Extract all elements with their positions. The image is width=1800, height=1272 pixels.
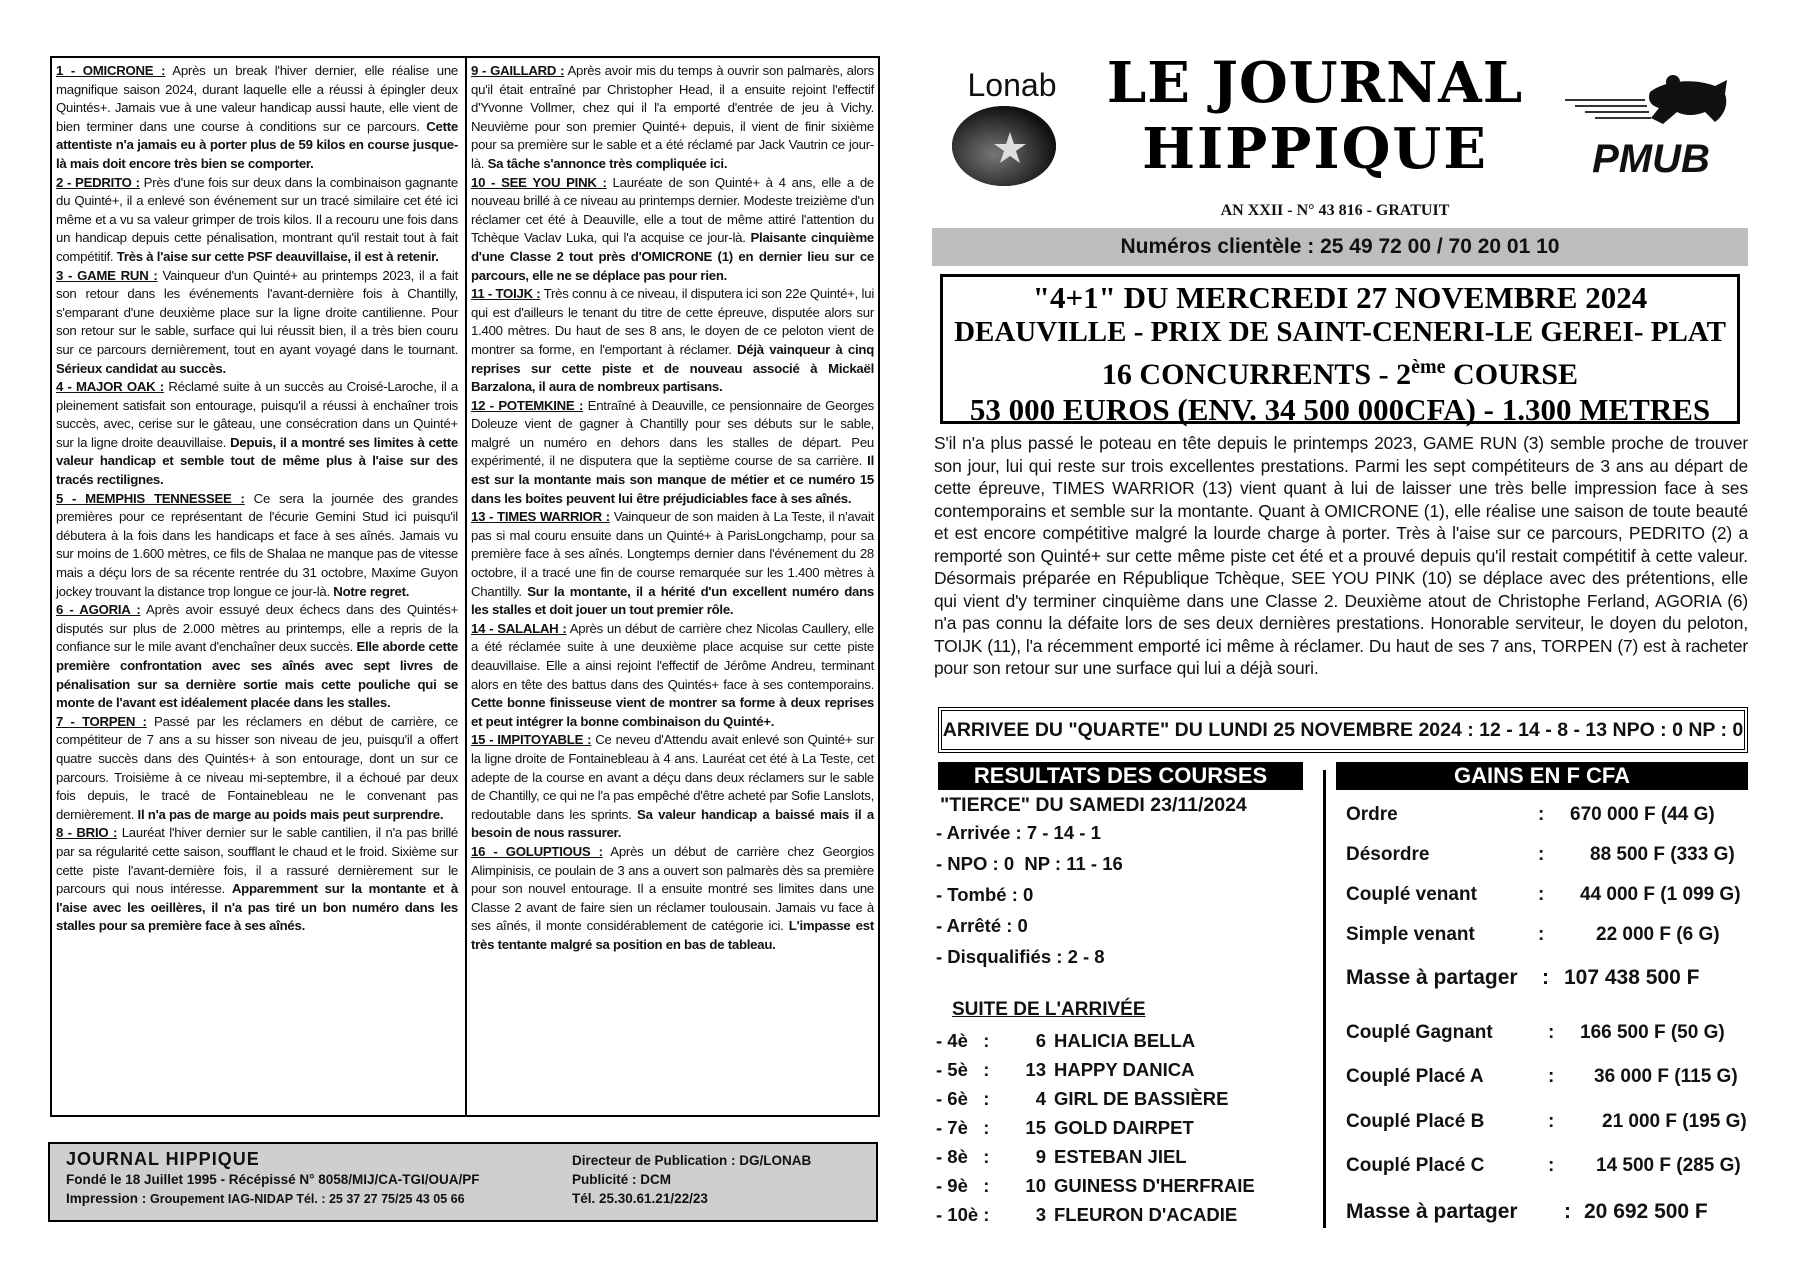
horse-entry xyxy=(471,731,874,843)
gain-value: 36 000 F (115 G) xyxy=(1594,1066,1738,1087)
gain-value: 166 500 F (50 G) xyxy=(1580,1022,1725,1043)
suite-number: 6 xyxy=(1035,1030,1046,1051)
horse-entry xyxy=(56,378,458,490)
gain-label: Ordre xyxy=(1346,804,1398,825)
pmub-wordmark: PMUB xyxy=(1592,137,1710,181)
horse-name: 4 - MAJOR OAK : xyxy=(56,379,164,395)
jockey-horse-icon xyxy=(1649,75,1727,124)
gain-value: 14 500 F (285 G) xyxy=(1596,1155,1741,1176)
race-runners xyxy=(943,350,1737,392)
suite-horse: HALICIA BELLA xyxy=(1054,1030,1196,1051)
gain-colon: : xyxy=(1548,1066,1555,1087)
horse-comment: Près d'une fois sur deux dans la combinaison gagnante du Quinté+, il a enlevé son événement sur un tracé similaire cet été ici même et a vu sa valeur grimper de trois kilos. Il a recouru une fois dans un handicap depuis cette pénalisation, montrant qu'il restait tout à fait compétitif. xyxy=(56,174,458,264)
suite-horse: GOLD DAIRPET xyxy=(1054,1117,1194,1138)
gain-value: 88 500 F (333 G) xyxy=(1590,844,1735,865)
suite-horse: FLEURON D'ACADIE xyxy=(1054,1204,1238,1225)
horse-name: 15 - IMPITOYABLE : xyxy=(471,732,592,748)
horse-name: 5 - MEMPHIS TENNESSEE : xyxy=(56,490,245,506)
horse-entry xyxy=(471,843,874,955)
suite-position: - 8è : xyxy=(936,1146,990,1167)
suite-title: SUITE DE L'ARRIVÉE xyxy=(952,999,1146,1020)
gain-label: Masse à partager xyxy=(1346,1200,1518,1223)
horse-name: 13 - TIMES WARRIOR : xyxy=(471,509,610,525)
suite-number: 10 xyxy=(1025,1175,1046,1196)
suite-number: 9 xyxy=(1035,1146,1046,1167)
horse-verdict: Apparemment sur la montante et à l'aise avec les oeillères, il n'a pas tiré un bon numéro dans les stalles pour sa première face à ses aînés. xyxy=(56,881,458,934)
lonab-wordmark: Lonab xyxy=(967,67,1057,103)
horse-name: 14 - SALALAH : xyxy=(471,620,567,636)
gain-label: Désordre xyxy=(1346,844,1430,865)
horse-comment: Vainqueur d'un Quinté+ au printemps 2023, il a fait son retour dans les événements l'avant-dernière fois à Chantilly, s'emparant d'une deuxième place sur la ligne droite cantilienne. Pour son retour sur le sable, surface qui lui réussit bien, il a très bien couru sur ce parcours dernièrement, tout en ayant voyagé dans le tournant. xyxy=(56,267,458,357)
masthead-line-2: HIPPIQUE xyxy=(1142,116,1488,182)
footer-print-label: Impression : xyxy=(66,1191,151,1206)
horse-verdict: Il est sur la montante mais son manque de métier et ce numéro 15 dans les boites peuvent lui être préjudiciables face à ses aînés. xyxy=(471,453,874,506)
suite-position: - 4è : xyxy=(936,1030,990,1051)
gain-colon: : xyxy=(1538,844,1545,865)
gain-label: Masse à partager xyxy=(1346,966,1518,989)
horse-entry xyxy=(56,601,458,713)
result-line: - Arrêté : 0 xyxy=(936,915,1028,936)
gain-colon: : xyxy=(1548,1111,1555,1132)
suite-number: 3 xyxy=(1035,1204,1046,1225)
horse-comment: Entraîné à Deauville, ce pensionnaire de Georges Doleuze vient de gagner à Chantilly pour ses débuts sur le sable, malgré un numéro en dehors dans les stalles de départ. Peu expérimenté, il ne disputera que la septième course de sa carrière. xyxy=(471,397,875,469)
race-summary: S'il n'a plus passé le poteau en tête depuis le printemps 2023, GAME RUN (3) semble proche de trouver son jour, lui qui reste sur trois excellentes prestations. Parmi les sept compétiteurs de 3 ans au départ de cette épreuve, TIMES WARRIOR (13) vient quant à lui de laisser une très belle impression face à ses contemporains et semble sur la montante. Quant à OMICRONE (1), elle réalise une saison de toute beauté et est encore compétitive malgré la lourde charge à porter. Très à l'aise sur ce parcours, PEDRITO (2) a remporté son Quinté+ sur cette même piste cet été et a prouvé depuis qu'il restait compétitif à cette valeur. Désormais préparée en République Tchèque, SEE YOU PINK (10) se déplace avec des prétentions, elle qui vient d'y terminer cinquième dans une Classe 2. Deuxième atout de Christophe Ferland, AGORIA (6) n'a pas connu la défaite lors de ses deux dernières prestations. Honorable serviteur, le doyen du peloton, TOIJK (11), l'a récemment emporté ici même à réclamer. Du haut de ses 7 ans, TORPEN (7) est à racheter pour son retour sur une surface qui lui a déjà souri. xyxy=(934,433,1748,678)
gains-header: GAINS EN F CFA xyxy=(1336,762,1748,790)
gain-value: 22 000 F (6 G) xyxy=(1596,924,1720,945)
horse-comment: Passé par les réclamers en début de carrière, ce compétiteur de 7 ans a su hisser son niveau de jeu, puisqu'il a offert quatre succès dans des Quintés+ à son entourage, dont un sur ce parcours. Troisième à ce niveau mi-septembre, il a échoué par deux fois depuis, le tracé de Fontainebleau ne le convenant pas dernièrement. xyxy=(56,713,458,822)
suite-number: 15 xyxy=(1025,1117,1046,1138)
race-prize: 53 000 EUROS (ENV. 34 500 000CFA) - 1.300 METRES xyxy=(969,392,1711,427)
horse-name: 1 - OMICRONE : xyxy=(56,63,166,78)
gain-label: Couplé venant xyxy=(1346,884,1477,905)
footer-print xyxy=(66,1190,465,1208)
horse-comment: Lauréate de son Quinté+ à 4 ans, elle a de nouveau brillé à ce niveau au printemps dernier. Modeste treizième d'un réclamer cet été à Deauville, elle a tout de même attiré l'attention du Tchèque Vaclav Luka, qui l'a acquise ce jour-là. xyxy=(471,174,874,246)
gain-value: 107 438 500 F xyxy=(1564,966,1700,989)
suite-position: - 5è : xyxy=(936,1059,990,1080)
horse-entry xyxy=(56,824,458,936)
gain-colon: : xyxy=(1548,1022,1555,1043)
issue-number: AN XXII - N° 43 816 - GRATUIT xyxy=(1220,202,1450,219)
horse-entry xyxy=(56,174,458,267)
results-header: RESULTATS DES COURSES xyxy=(938,762,1303,790)
horse-entry xyxy=(471,62,874,174)
horse-comment: Après un début de carrière chez Nicolas Caullery, elle a été réclamée suite à une deuxième place acquise sur cette piste deauvillaise. Elle a ainsi rejoint l'effectif de Jérôme Andreu, terminant alors en tête des battus dans des Quintés+ face à ses contemporains. xyxy=(471,620,874,692)
horse-verdict: L'impasse est très tentante malgré sa position en bas de tableau. xyxy=(471,918,874,952)
race-title-box xyxy=(940,274,1740,427)
masthead-title xyxy=(1085,50,1545,200)
footer-phone: Tél. 25.30.61.21/22/23 xyxy=(572,1191,708,1206)
gain-label: Couplé Gagnant xyxy=(1346,1022,1493,1043)
result-line: - Arrivée : 7 - 14 - 1 xyxy=(936,822,1101,843)
horse-name: 16 - GOLUPTIOUS : xyxy=(471,843,603,859)
suite-position: - 9è : xyxy=(936,1175,990,1196)
gain-colon: : xyxy=(1564,1200,1571,1223)
horse-comment: Après un break l'hiver dernier, elle réalise une magnifique saison 2024, durant laquelle elle a réussi à épingler deux Quintés+. Jamais vue à une valeur handicap aussi haute, elle vient de bien terminer dans une course à conditions sur ce parcours. xyxy=(56,63,459,134)
race-runners-a: 16 CONCURRENTS - 2 xyxy=(1101,358,1412,391)
horse-name: 9 - GAILLARD : xyxy=(471,63,565,78)
lonab-logo xyxy=(950,62,1070,190)
horse-verdict: Plaisante cinquième d'une Classe 2 tout près d'OMICRONE (1) en dernier lieu sur ce parcours, elle ne se déplace pas pour rien. xyxy=(471,230,874,283)
suite-horse: GIRL DE BASSIÈRE xyxy=(1054,1088,1229,1109)
results-divider xyxy=(1323,770,1326,1228)
gain-colon: : xyxy=(1548,1155,1555,1176)
suite-horse: ESTEBAN JIEL xyxy=(1054,1146,1187,1167)
tierce-subtitle: "TIERCE" DU SAMEDI 23/11/2024 xyxy=(940,794,1247,816)
column-divider xyxy=(465,58,467,1115)
horse-comment: Lauréat l'hiver dernier sur le sable cantilien, il n'a pas brillé par sa régularité cette saison, soufflant le chaud et le froid. Sixième sur cette piste l'avant-dernière fois, il a rassuré dernièrement sur le parcours qui nous intéresse. xyxy=(56,825,459,897)
horse-comment: Ce neveu d'Attendu avait enlevé son Quinté+ sur la ligne droite de Fontainebleau à 4 ans. Lauréat cet été à La Teste, cet adepte de la course en avant a déçu dans deux réclamers sur le sable de Chantilly, ce qui ne l'a pas empêché d'être acheté par Sofie Lanslots, redoutable dans les sprints. xyxy=(471,732,874,822)
horse-entry xyxy=(56,490,458,602)
suite-position: - 10è : xyxy=(936,1204,990,1225)
pronostics-column-2 xyxy=(471,62,874,955)
gain-colon: : xyxy=(1538,884,1545,905)
gain-value: 20 692 500 F xyxy=(1584,1200,1708,1223)
horse-verdict: Cette attentiste n'a jamais eu à porter plus de 59 kilos en course jusque-là mais doit encore très bien se comporter. xyxy=(56,118,458,171)
horse-comment: Après avoir essuyé deux échecs dans des Quintés+ disputés sur plus de 2.000 mètres au printemps, elle a repris de la confiance sur le mile avant d'enchaîner deux succès. xyxy=(56,602,458,655)
customer-numbers: Numéros clientèle : 25 49 72 00 / 70 20 01 10 xyxy=(932,228,1748,266)
horse-entry xyxy=(56,62,458,174)
footer-print-value: Groupement IAG-NIDAP Tél. : 25 37 27 75/25 43 05 66 xyxy=(150,1192,465,1206)
horse-name: 8 - BRIO : xyxy=(56,825,118,841)
result-line: - Disqualifiés : 2 - 8 xyxy=(936,946,1105,967)
horse-entry xyxy=(471,174,874,286)
horse-entry xyxy=(471,397,874,509)
suite-number: 4 xyxy=(1035,1088,1046,1109)
result-line: - Tombé : 0 xyxy=(936,884,1034,905)
horse-entry xyxy=(471,508,874,620)
gain-label: Couplé Placé C xyxy=(1346,1155,1485,1176)
pronostics-column-1 xyxy=(56,62,458,936)
horse-verdict: Sa valeur handicap a baissé mais il a besoin de nous rassurer. xyxy=(471,806,874,841)
gain-value: 21 000 F (195 G) xyxy=(1602,1111,1747,1132)
pmub-logo xyxy=(1555,72,1735,182)
horse-verdict: Cette bonne finisseuse vient de montrer sa forme à deux reprises et peut intégrer la bonne combinaison du Quinté+. xyxy=(471,695,874,729)
suite-horse: HAPPY DANICA xyxy=(1054,1059,1195,1080)
footer-director: Directeur de Publication : DG/LONAB xyxy=(572,1153,812,1168)
suite-number: 13 xyxy=(1025,1059,1046,1080)
race-runners-b: COURSE xyxy=(1445,358,1579,391)
gain-colon: : xyxy=(1542,966,1549,989)
gain-label: Couplé Placé A xyxy=(1346,1066,1484,1087)
suite-position: - 7è : xyxy=(936,1117,990,1138)
footer-box xyxy=(48,1142,878,1222)
horse-comment: Réclamé suite à un succès au Croisé-Laroche, il a pleinement satisfait son entourage, puisqu'il a réussi à enchaîner trois succès, avec, cerise sur le gâteau, une consécration dans un Quinté+ sur la ligne droite deauvillaise. xyxy=(56,379,458,450)
footer-title: JOURNAL HIPPIQUE xyxy=(66,1149,260,1169)
footer-founded: Fondé le 18 Juillet 1995 - Récépissé N° 8058/MIJ/CA-TGI/OUA/PF xyxy=(66,1172,480,1187)
horse-comment: Après avoir mis du temps à ouvrir son palmarès, alors qu'il était entraîné par Christopher Head, il a ensuite rejoint l'effectif d'Yvonne Vollmer, chez qui il l'a emporté d'entrée de jeu à Vichy. Neuvième pour son premier Quinté+ depuis, il vient de finir sixième pour sa première sur le sable et a été réclamé par Jack Vautrin ce jour-là. xyxy=(471,63,874,171)
horse-verdict: Depuis, il a montré ses limites à cette valeur handicap et semble tout de même plus à l'aise sur des tracés rectilignes. xyxy=(56,434,458,488)
gain-value: 44 000 F (1 099 G) xyxy=(1580,884,1741,905)
horse-entry xyxy=(471,285,874,397)
horse-entry xyxy=(471,620,874,732)
speed-lines-icon xyxy=(1565,100,1651,118)
horse-comment: Ce sera la journée des grandes premières pour ce représentant de l'écurie Gemini Stud ici puisqu'il débutera à la fois dans les handicaps et face à ses aînés. Jamais vu sur moins de 1.600 mètres, ce fils de Shalaa ne manque pas de vitesse mais a déçu lors de sa récente rentrée du 31 octobre, Maxime Guyon jockey trouvant la distance trop longue ce jour-là. xyxy=(56,490,458,599)
horse-name: 3 - GAME RUN : xyxy=(56,267,158,283)
result-line: - NPO : 0 NP : 11 - 16 xyxy=(936,853,1123,874)
horse-entry xyxy=(56,713,458,825)
gain-value: 670 000 F (44 G) xyxy=(1570,804,1715,825)
horse-verdict: Elle aborde cette première confrontation avec ses aînés avec sept livres de pénalisation sur sa dernière sortie mais cette pouliche qui se monte de l'avant est idéalement placée dans les stalles. xyxy=(56,639,458,711)
race-date: "4+1" DU MERCREDI 27 NOVEMBRE 2024 xyxy=(1032,280,1648,315)
footer-advert: Publicité : DCM xyxy=(572,1172,672,1187)
horse-name: 7 - TORPEN : xyxy=(56,713,147,729)
horse-name: 11 - TOIJK : xyxy=(471,286,541,302)
horse-comment: Après un début de carrière chez Georgios Alimpinisis, ce poulain de 3 ans a ouvert son palmarès dès sa première pour son nouvel entourage. Il a ensuite montré ses limites dans une Classe 2 avant de faire sien un réclamer toulousain. Jamais vu face à ses aînés, il monte considérablement de catégorie ici. xyxy=(471,843,874,934)
horse-verdict: Il n'a pas de marge au poids mais peut surprendre. xyxy=(137,806,444,822)
horse-name: 6 - AGORIA : xyxy=(56,602,141,618)
horse-verdict: Notre regret. xyxy=(333,583,410,599)
horse-name: 10 - SEE YOU PINK : xyxy=(471,174,607,190)
gain-label: Couplé Placé B xyxy=(1346,1111,1485,1132)
gain-colon: : xyxy=(1538,924,1545,945)
gain-colon: : xyxy=(1538,804,1545,825)
horse-comment: Très connu à ce niveau, il disputera ici son 22e Quinté+, lui qui est d'ailleurs le tenant du titre de cette épreuve, disputée alors sur 1.400 mètres. Du haut de ses 8 ans, le doyen de ce peloton vient de montrer sa forme, en l'emportant à réclamer. xyxy=(471,286,874,357)
horse-verdict: Déjà vainqueur à cinq reprises sur cette piste et de nouveau associé à Mickaël Barzalona, il aura de nombreux partisans. xyxy=(471,341,874,395)
horse-name: 2 - PEDRITO : xyxy=(56,174,140,190)
horse-comment: Vainqueur de son maiden à La Teste, il n'avait pas si mal couru ensuite dans un Quinté+ à ParisLongchamp, pour sa première face à ses aînés. Longtemps dernier dans l'événement du 28 octobre, il a tracé une fin de course remarquée sur les 1.400 mètres à Chantilly. xyxy=(471,509,874,599)
horse-verdict: Sérieux candidat au succès. xyxy=(56,360,226,376)
gain-label: Simple venant xyxy=(1346,924,1475,945)
horse-name: 12 - POTEMKINE : xyxy=(471,397,584,413)
horse-verdict: Très à l'aise sur cette PSF deauvillaise, il est à retenir. xyxy=(116,248,439,264)
race-runners-sup: ème xyxy=(1411,356,1446,378)
horse-verdict: Sur la montante, il a hérité d'un excellent numéro dans les stalles et doit jouer un tout premier rôle. xyxy=(471,583,874,618)
suite-position: - 6è : xyxy=(936,1088,990,1109)
quarte-arrival: ARRIVEE DU "QUARTE" DU LUNDI 25 NOVEMBRE 2024 : 12 - 14 - 8 - 13 NPO : 0 NP : 0 xyxy=(938,707,1748,753)
horse-entry xyxy=(56,267,458,379)
horse-verdict: Sa tâche s'annonce très compliquée ici. xyxy=(487,155,728,171)
race-venue: DEAUVILLE - PRIX DE SAINT-CENERI-LE GEREI- PLAT xyxy=(954,316,1726,348)
masthead-line-1: LE JOURNAL xyxy=(1106,50,1524,116)
suite-horse: GUINESS D'HERFRAIE xyxy=(1054,1175,1255,1196)
